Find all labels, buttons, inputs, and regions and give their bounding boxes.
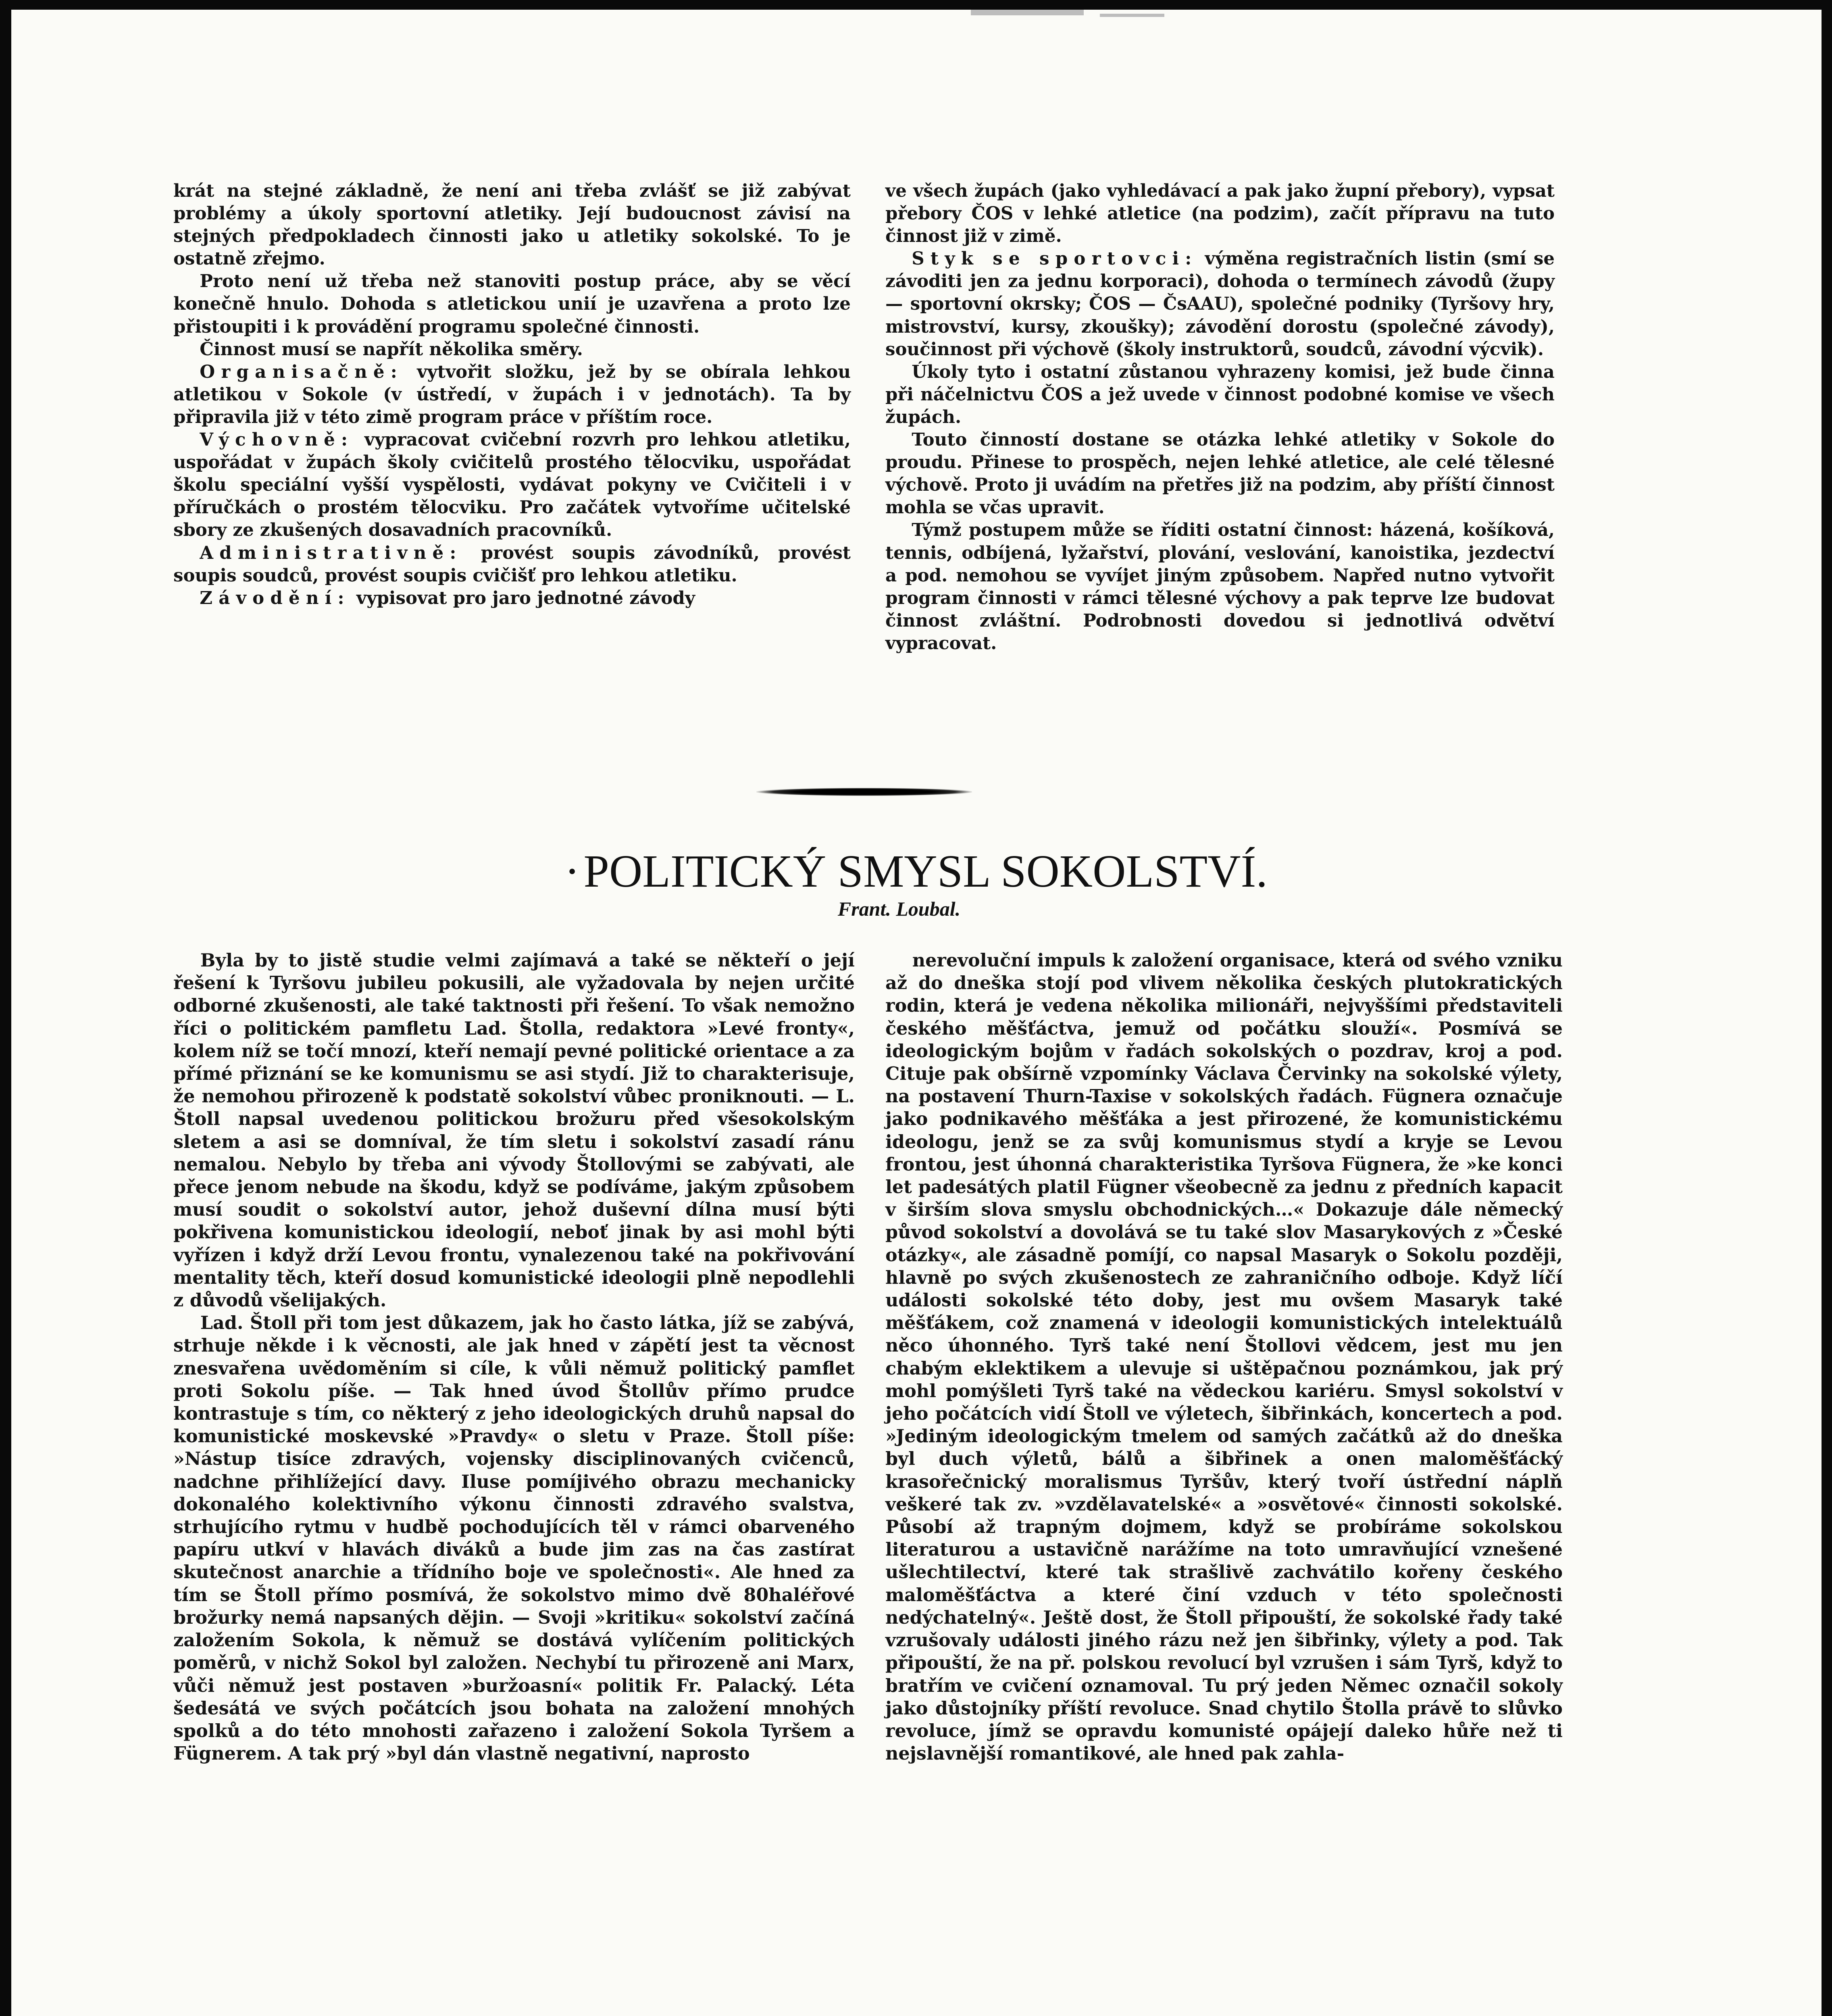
paragraph-lead: Závodění: <box>200 587 350 608</box>
paragraph-text: Úkoly tyto i ostatní zůstanou vyhrazeny komisi, jež bude činna při náčelnictvu ČOS a jež uvede v činnost podobné komise ve všech župách. <box>885 361 1555 427</box>
paragraph-lead: Styk se sportovci: <box>912 248 1198 269</box>
article-title-text: POLITICKÝ SMYSL SOKOLSTVÍ. <box>583 846 1268 897</box>
paragraph <box>173 180 851 270</box>
paragraph <box>885 949 1563 1765</box>
paragraph <box>885 361 1555 429</box>
paragraph-text: Lad. Štoll při tom jest důkazem, jak ho často látka, jíž se zabývá, strhuje někde i k věcnosti, ale jak hned v zápětí jest ta věcnost znesvařena uvědoměním si cíle, k vůli němuž politický pamflet proti Sokolu píše. — Tak hned úvod Štollův přímo prudce kontrastuje s tím, co některý z jeho ideologických druhů napsal do komunistické moskevské »Pravdy« o sletu v Praze. Štoll píše: »Nástup tisíce zdravých, vojensky disciplinovaných cvičenců, nadchne přihlížející davy. Iluse pomíjivého obrazu mechanicky dokonalého kolektivního výkonu činnosti zdravého svalstva, strhujícího rytmu v hudbě pochodujících těl v rámci obarveného papíru utkví v hlavách diváků a bude jim zas na čas zastírat skutečnost anarchie a třídního boje ve společnosti«. Ale hned za tím se Štoll přímo posmívá, že sokolstvo mimo dvě 80haléřové brožurky nemá napsaných dějin. — Svoji »kritiku« sokolství začíná založením Sokola, k němuž se dostává vylíčením politických poměrů, v nichž Sokol byl založen. Nechybí tu přirozeně ani Marx, vůči němuž jest postaven »buržoasní« politik Fr. Palacký. Léta šedesátá ve svých počátcích jsou bohata na založení mnohých spolků a do této mnohosti zařazeno i založení Sokola Tyršem a Fügnerem. A tak prý »byl dán vlastně negativní, naprosto <box>173 1312 855 1764</box>
article-continuation-right-column <box>885 180 1555 655</box>
paragraph <box>173 949 855 1312</box>
paragraph-text: Byla by to jistě studie velmi zajímavá a také se někteří o její řešení k Tyršovu jubileu pokusili, ale vyžadovala by nejen určité odborné zkušenosti, ale také taktnosti při řešení. To však nemožno říci o politickém pamfletu Lad. Štolla, redaktora »Levé fronty«, kolem níž se točí mnozí, kteří nemají pevné politické orientace a za přímé přiznání se ke komunismu se asi stydí. Již to charakterisuje, že nemohou přirozeně k podstatě sokolství vůbec proniknouti. — L. Štoll napsal uvedenou politickou brožuru před všesokolským sletem a asi se domníval, že tím sletu i sokolství zasadí ránu nemalou. Nebylo by třeba ani vývody Štollovými se zabývati, ale přece jenom nebude na škodu, když se podíváme, jakým způsobem musí soudit o sokolství autor, jehož duševní dílna musí býti pokřivena komunistickou ideologií, neboť jinak by asi mohl býti vyřízen i když drží Levou frontu, vynalezenou také na pokřivování mentality těch, kteří dosud komunistické ideologii plně nepodlehli z důvodů všelijakých. <box>173 950 855 1311</box>
article-right-column <box>885 949 1563 1765</box>
paragraph-text: vytvořit složku, jež by se obírala lehkou atletikou v Sokole (v ústředí, v župách i v jednotách). Ta by připravila již v této zimě program práce v příštím roce. <box>173 361 851 427</box>
paragraph-text: Týmž postupem může se říditi ostatní činnost: házená, košíková, tennis, odbíjená, lyžařství, plování, veslování, kanoistika, jezdectví a pod. nemohou se vyvíjet jiným způsobem. Napřed nutno vytvořit program činnosti v rámci tělesné výchovy a pak teprve lze budovat činnost zvláštní. Podrobnosti dovedou si jednotlivá odvětví vypracovat. <box>885 520 1555 654</box>
article-title <box>0 845 1832 898</box>
paragraph-lead: Výchovně: <box>200 429 354 450</box>
paragraph <box>173 338 851 361</box>
paragraph-text: Touto činností dostane se otázka lehké atletiky v Sokole do proudu. Přinese to prospěch, nejen lehké atletice, ale celé tělesné výchově. Proto ji uvádím na přetřes již na podzim, aby příští činnost mohla se včas upravit. <box>885 429 1555 518</box>
scan-artifact-mark <box>1100 14 1164 17</box>
paragraph-text: výměna registračních listin (smí se závoditi jen za jednu korporaci), dohoda o termínech závodů (župy — sportovní okrsky; ČOS — ČsAAU), společné podniky (Tyršovy hry, mistrovství, kursy, zkoušky); závodění dorostu (společné závody), součinnost při výchově (školy instruktorů, soudců, závodní výcvik). <box>885 248 1555 360</box>
paragraph-text: Činnost musí se napřít několika směry. <box>200 339 583 360</box>
paragraph <box>885 429 1555 519</box>
paragraph <box>885 519 1555 655</box>
paragraph <box>173 361 851 429</box>
paragraph-text: vypracovat cvičební rozvrh pro lehkou atletiku, uspořádat v župách školy cvičitelů prostého tělocviku, uspořádat školu speciální vyšší vyspělosti, vydávat pokyny ve Cvičiteli i v příručkách o prostém tělocviku. Pro začátek vytvoříme učitelské sbory ze zkušených dosavadních pracovníků. <box>173 429 851 541</box>
paragraph-text: vypisovat pro jaro jednotné závody <box>350 587 695 608</box>
section-divider-rule <box>756 788 972 796</box>
paragraph-text: krát na stejné základně, že není ani třeba zvlášť se již zabývat problémy a úkoly sportovní atletiky. Její budoucnost závisí na stejných předpokladech činnosti jako u atletiky sokolské. To je ostatně zřejmo. <box>173 181 851 269</box>
article-left-column <box>173 949 855 1765</box>
paragraph-text: nerevoluční impuls k založení organisace, která od svého vzniku až do dneška stojí pod vlivem několika českých plutokratických rodin, která je vedena několika milionáři, nejvyššími představiteli českého měšťáctva, jemuž od počátku slouží«. Posmívá se ideologickým bojům v řadách sokolských o pozdrav, kroj a pod. Cituje pak obšírně vzpomínky Václava Červinky na sokolské výlety, na postavení Thurn-Taxise v sokolských řadách. Fügnera označuje jako podnikavého měšťáka a jest přirozené, že komunistickému ideologu, jenž se za svůj komunismus stydí a kryje se Levou frontou, jest úhonná charakteristika Tyršova Fügnera, že »ke konci let padesátých platil Fügner všeobecně za jednu z předních kapacit v širším slova smyslu obchodnických…« Dokazuje dále německý původ sokolství a dovolává se tu také slov Masarykových z »České otázky«, ale zásadně pomíjí, co napsal Masaryk o Sokolu později, hlavně po svých zkušenostech ze zahraničního odboje. Když líčí události sokolské této doby, jest mu ovšem Masaryk také měšťákem, což znamená v ideologii komunistických intelektuálů něco úhonného. Tyrš také není Štollovi vědcem, jest mu jen chabým eklektikem a ulevuje si uštěpačnou poznámkou, jak prý mohl pomýšleti Tyrš také na vědeckou kariéru. Smysl sokolství v jeho počátcích vidí Štoll ve výletech, šibřinkách, koncertech a pod. »Jediným ideologickým tmelem od samých začátků až do dneška byl duch výletů, bálů a šibřinek a onen maloměšťácký krasořečnický moralismus Tyršův, který tvoří ústřední náplň veškeré tak zv. »vzdělavatelské« a »osvětové« činnosti sokolské. Působí až trapným dojmem, když se probíráme sokolskou literaturou a ustavičně narážíme na toto umravňující vznešené ušlechtilectví, které tak strašlivě zachvátilo kořeny českého maloměšťáctva a které činí vzduch v této společnosti nedýchatelný«. Ještě dost, že Štoll připouští, že sokolské řady také vzrušovaly události jiného rázu než jen šibřinky, výlety a pod. Tak připouští, že na př. polskou revolucí byl vzrušen i sám Tyrš, když to bratřím ve cvičení oznamoval. Tu prý jeden Němec označil sokoly jako důstojníky příští revoluce. Snad chytilo Štolla právě to slůvko revoluce, jímž se opravdu komunisté opájejí daleko hůře než ti nejslavnější romantikové, ale hned pak zahla- <box>885 950 1563 1764</box>
article-continuation-left-column <box>173 180 851 610</box>
paragraph-text: ve všech župách (jako vyhledávací a pak jako župní přebory), vypsat přebory ČOS v lehké atletice (na podzim), začít přípravu na tuto činnost již v zimě. <box>885 181 1555 247</box>
paragraph-text: Proto není už třeba než stanoviti postup práce, aby se věcí konečně hnulo. Dohoda s atletickou unií je uzavřena a proto lze přistoupiti i k provádění programu společné činnosti. <box>173 271 851 337</box>
paragraph <box>173 270 851 338</box>
paragraph-lead: Administrativně: <box>200 542 462 563</box>
article-author: Frant. Loubal. <box>837 898 961 920</box>
paragraph <box>173 429 851 541</box>
paragraph-text: provést soupis závodníků, provést soupis soudců, provést soupis cvičišť pro lehkou atletiku. <box>173 542 851 586</box>
paragraph <box>173 1312 855 1765</box>
paragraph <box>885 180 1555 248</box>
title-bullet: · <box>564 846 584 897</box>
paragraph <box>173 587 851 610</box>
paragraph-lead: Organisačně: <box>200 361 404 382</box>
paragraph <box>173 542 851 587</box>
scan-artifact-mark <box>971 10 1084 15</box>
paragraph <box>885 248 1555 360</box>
